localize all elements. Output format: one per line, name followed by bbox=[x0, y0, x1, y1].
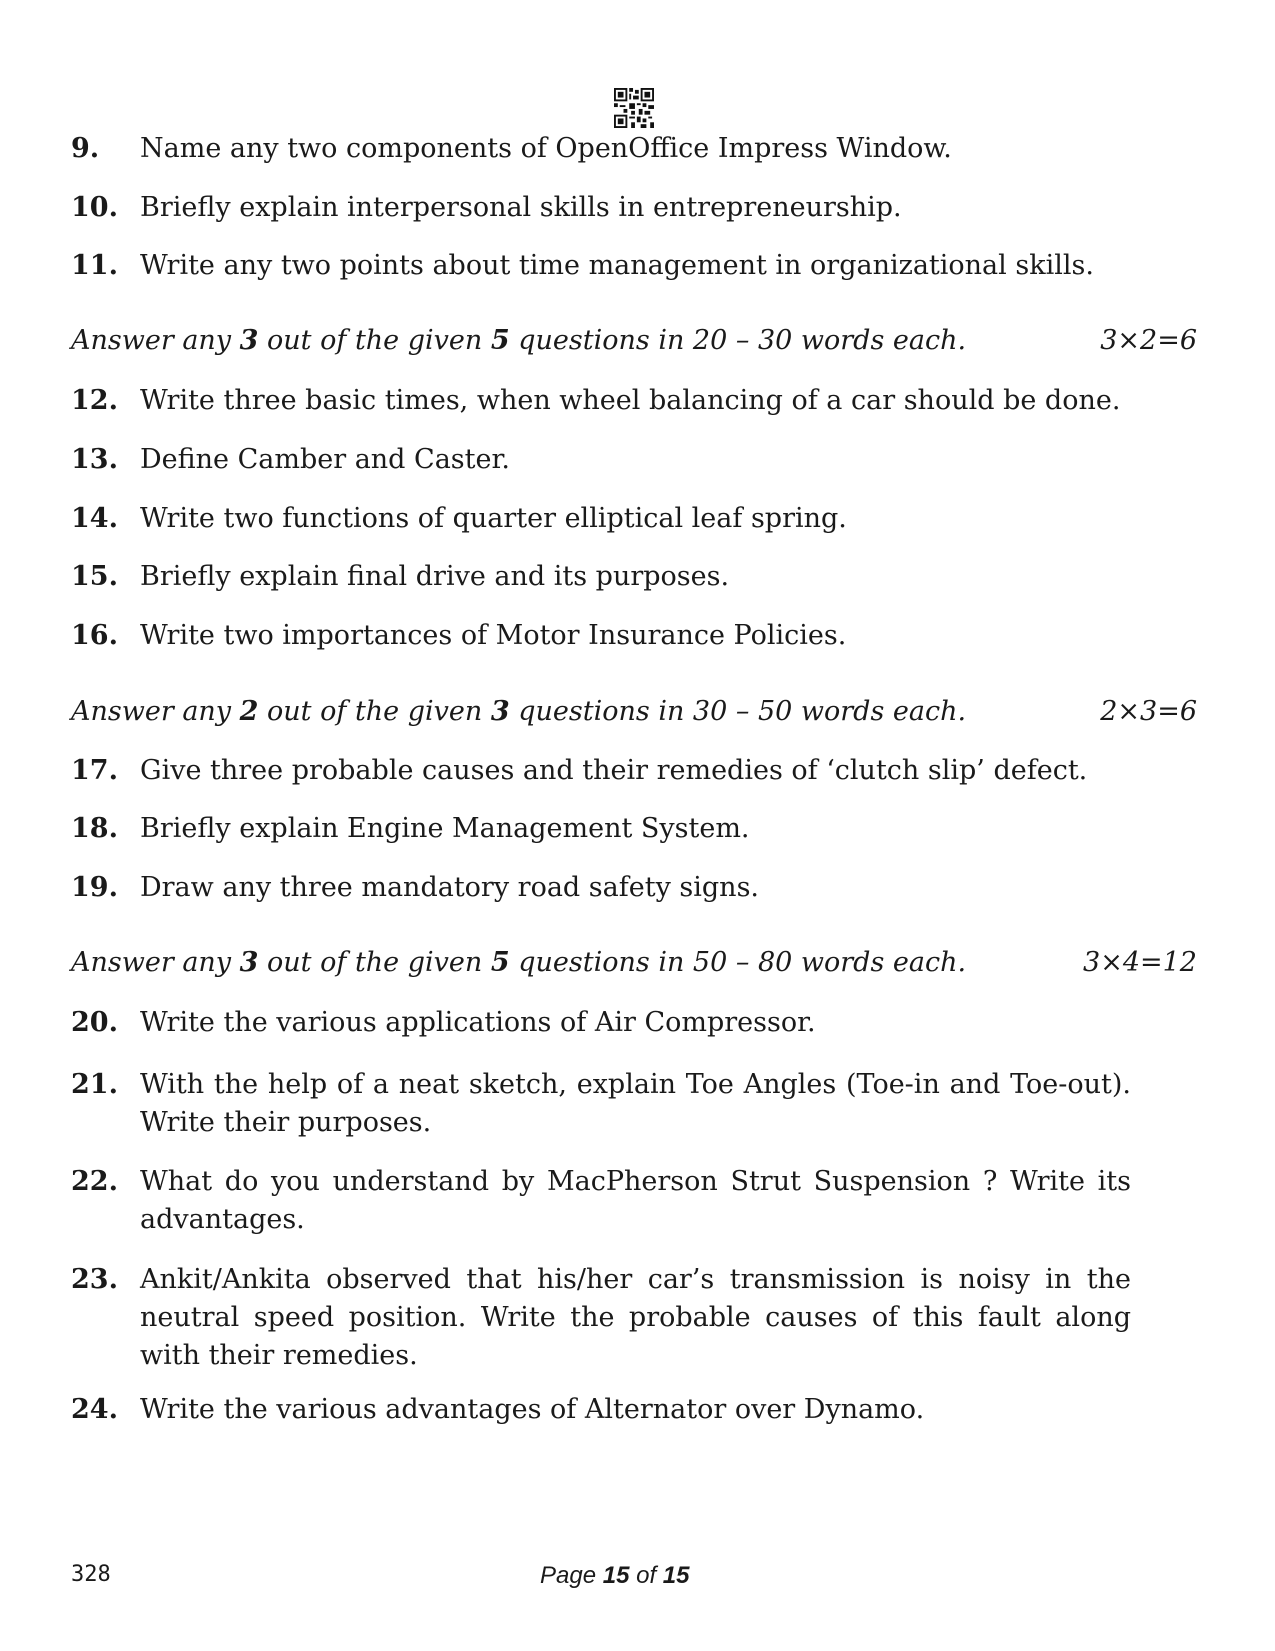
question-number: 9. bbox=[71, 133, 100, 164]
section-marks: 2×3=6 bbox=[1100, 696, 1197, 727]
instruction-text: Answer any bbox=[71, 947, 240, 978]
instruction-text: Answer any bbox=[71, 325, 240, 356]
question-number: 16. bbox=[71, 620, 118, 651]
instruction-text: Answer any bbox=[71, 696, 240, 727]
section-instruction bbox=[71, 944, 1197, 982]
instruction-count: 2 bbox=[239, 696, 259, 727]
question-number: 19. bbox=[71, 872, 118, 903]
page-current: 15 bbox=[602, 1562, 630, 1589]
page-total: 15 bbox=[662, 1562, 690, 1589]
page-label: Page bbox=[540, 1562, 603, 1589]
section-marks: 3×2=6 bbox=[1100, 325, 1197, 356]
question-text: Briefly explain Engine Management System. bbox=[140, 813, 750, 844]
question-24 bbox=[71, 1391, 1131, 1429]
question-10 bbox=[71, 189, 1131, 227]
question-13 bbox=[71, 441, 1131, 479]
question-text: With the help of a neat sketch, explain Toe Angles (Toe-in and Toe-out). Write their purposes. bbox=[140, 1069, 1131, 1138]
question-number: 10. bbox=[71, 192, 118, 223]
question-text: Write two functions of quarter elliptical leaf spring. bbox=[140, 503, 847, 534]
question-text: Give three probable causes and their remedies of ‘clutch slip’ defect. bbox=[140, 755, 1088, 786]
question-number: 14. bbox=[71, 503, 118, 534]
question-text: Briefly explain final drive and its purposes. bbox=[140, 561, 730, 592]
page-number bbox=[540, 1562, 689, 1590]
question-19 bbox=[71, 869, 1131, 907]
question-text: Write any two points about time management in organizational skills. bbox=[140, 250, 1094, 281]
instruction-count: 3 bbox=[239, 947, 259, 978]
question-18 bbox=[71, 810, 1131, 848]
question-number: 18. bbox=[71, 813, 118, 844]
instruction-text: out of the given bbox=[258, 325, 491, 356]
paper-code: 328 bbox=[71, 1562, 111, 1587]
question-20 bbox=[71, 1004, 1131, 1042]
instruction-text: out of the given bbox=[258, 947, 491, 978]
question-15 bbox=[71, 558, 1131, 596]
qr-code bbox=[614, 88, 654, 128]
question-22 bbox=[71, 1163, 1131, 1239]
question-text: Draw any three mandatory road safety signs. bbox=[140, 872, 760, 903]
question-text: Ankit/Ankita observed that his/her car’s transmission is noisy in the neutral speed position. Write the probable causes of this fault along with their remedies. bbox=[140, 1264, 1131, 1371]
question-number: 20. bbox=[71, 1007, 118, 1038]
instruction-text: questions in 20 – 30 words each. bbox=[509, 325, 967, 356]
question-number: 24. bbox=[71, 1394, 118, 1425]
question-number: 15. bbox=[71, 561, 118, 592]
instruction-text: questions in 30 – 50 words each. bbox=[509, 696, 967, 727]
question-text: Write the various applications of Air Compressor. bbox=[140, 1007, 816, 1038]
question-21 bbox=[71, 1066, 1131, 1142]
question-17 bbox=[71, 752, 1131, 790]
question-12 bbox=[71, 382, 1131, 420]
instruction-total: 5 bbox=[490, 325, 510, 356]
question-number: 17. bbox=[71, 755, 118, 786]
question-number: 22. bbox=[71, 1166, 118, 1197]
question-23 bbox=[71, 1261, 1131, 1375]
question-text: Write the various advantages of Alternator over Dynamo. bbox=[140, 1394, 925, 1425]
question-11 bbox=[71, 247, 1131, 285]
section-instruction bbox=[71, 322, 1197, 360]
question-number: 12. bbox=[71, 385, 118, 416]
instruction-text: out of the given bbox=[258, 696, 491, 727]
question-text: Define Camber and Caster. bbox=[140, 444, 511, 475]
section-instruction bbox=[71, 693, 1197, 731]
instruction-count: 3 bbox=[239, 325, 259, 356]
question-9 bbox=[71, 130, 1131, 168]
section-marks: 3×4=12 bbox=[1083, 947, 1197, 978]
instruction-text: questions in 50 – 80 words each. bbox=[509, 947, 967, 978]
question-number: 11. bbox=[71, 250, 118, 281]
question-number: 23. bbox=[71, 1264, 118, 1295]
question-text: What do you understand by MacPherson Strut Suspension ? Write its advantages. bbox=[140, 1166, 1131, 1235]
instruction-total: 5 bbox=[490, 947, 510, 978]
question-text: Briefly explain interpersonal skills in entrepreneurship. bbox=[140, 192, 902, 223]
question-text: Write two importances of Motor Insurance Policies. bbox=[140, 620, 847, 651]
question-text: Write three basic times, when wheel balancing of a car should be done. bbox=[140, 385, 1121, 416]
page-of-label: of bbox=[629, 1562, 663, 1589]
question-number: 21. bbox=[71, 1069, 118, 1100]
question-16 bbox=[71, 617, 1131, 655]
instruction-total: 3 bbox=[490, 696, 510, 727]
question-text: Name any two components of OpenOffice Impress Window. bbox=[140, 133, 952, 164]
question-14 bbox=[71, 500, 1131, 538]
question-number: 13. bbox=[71, 444, 118, 475]
